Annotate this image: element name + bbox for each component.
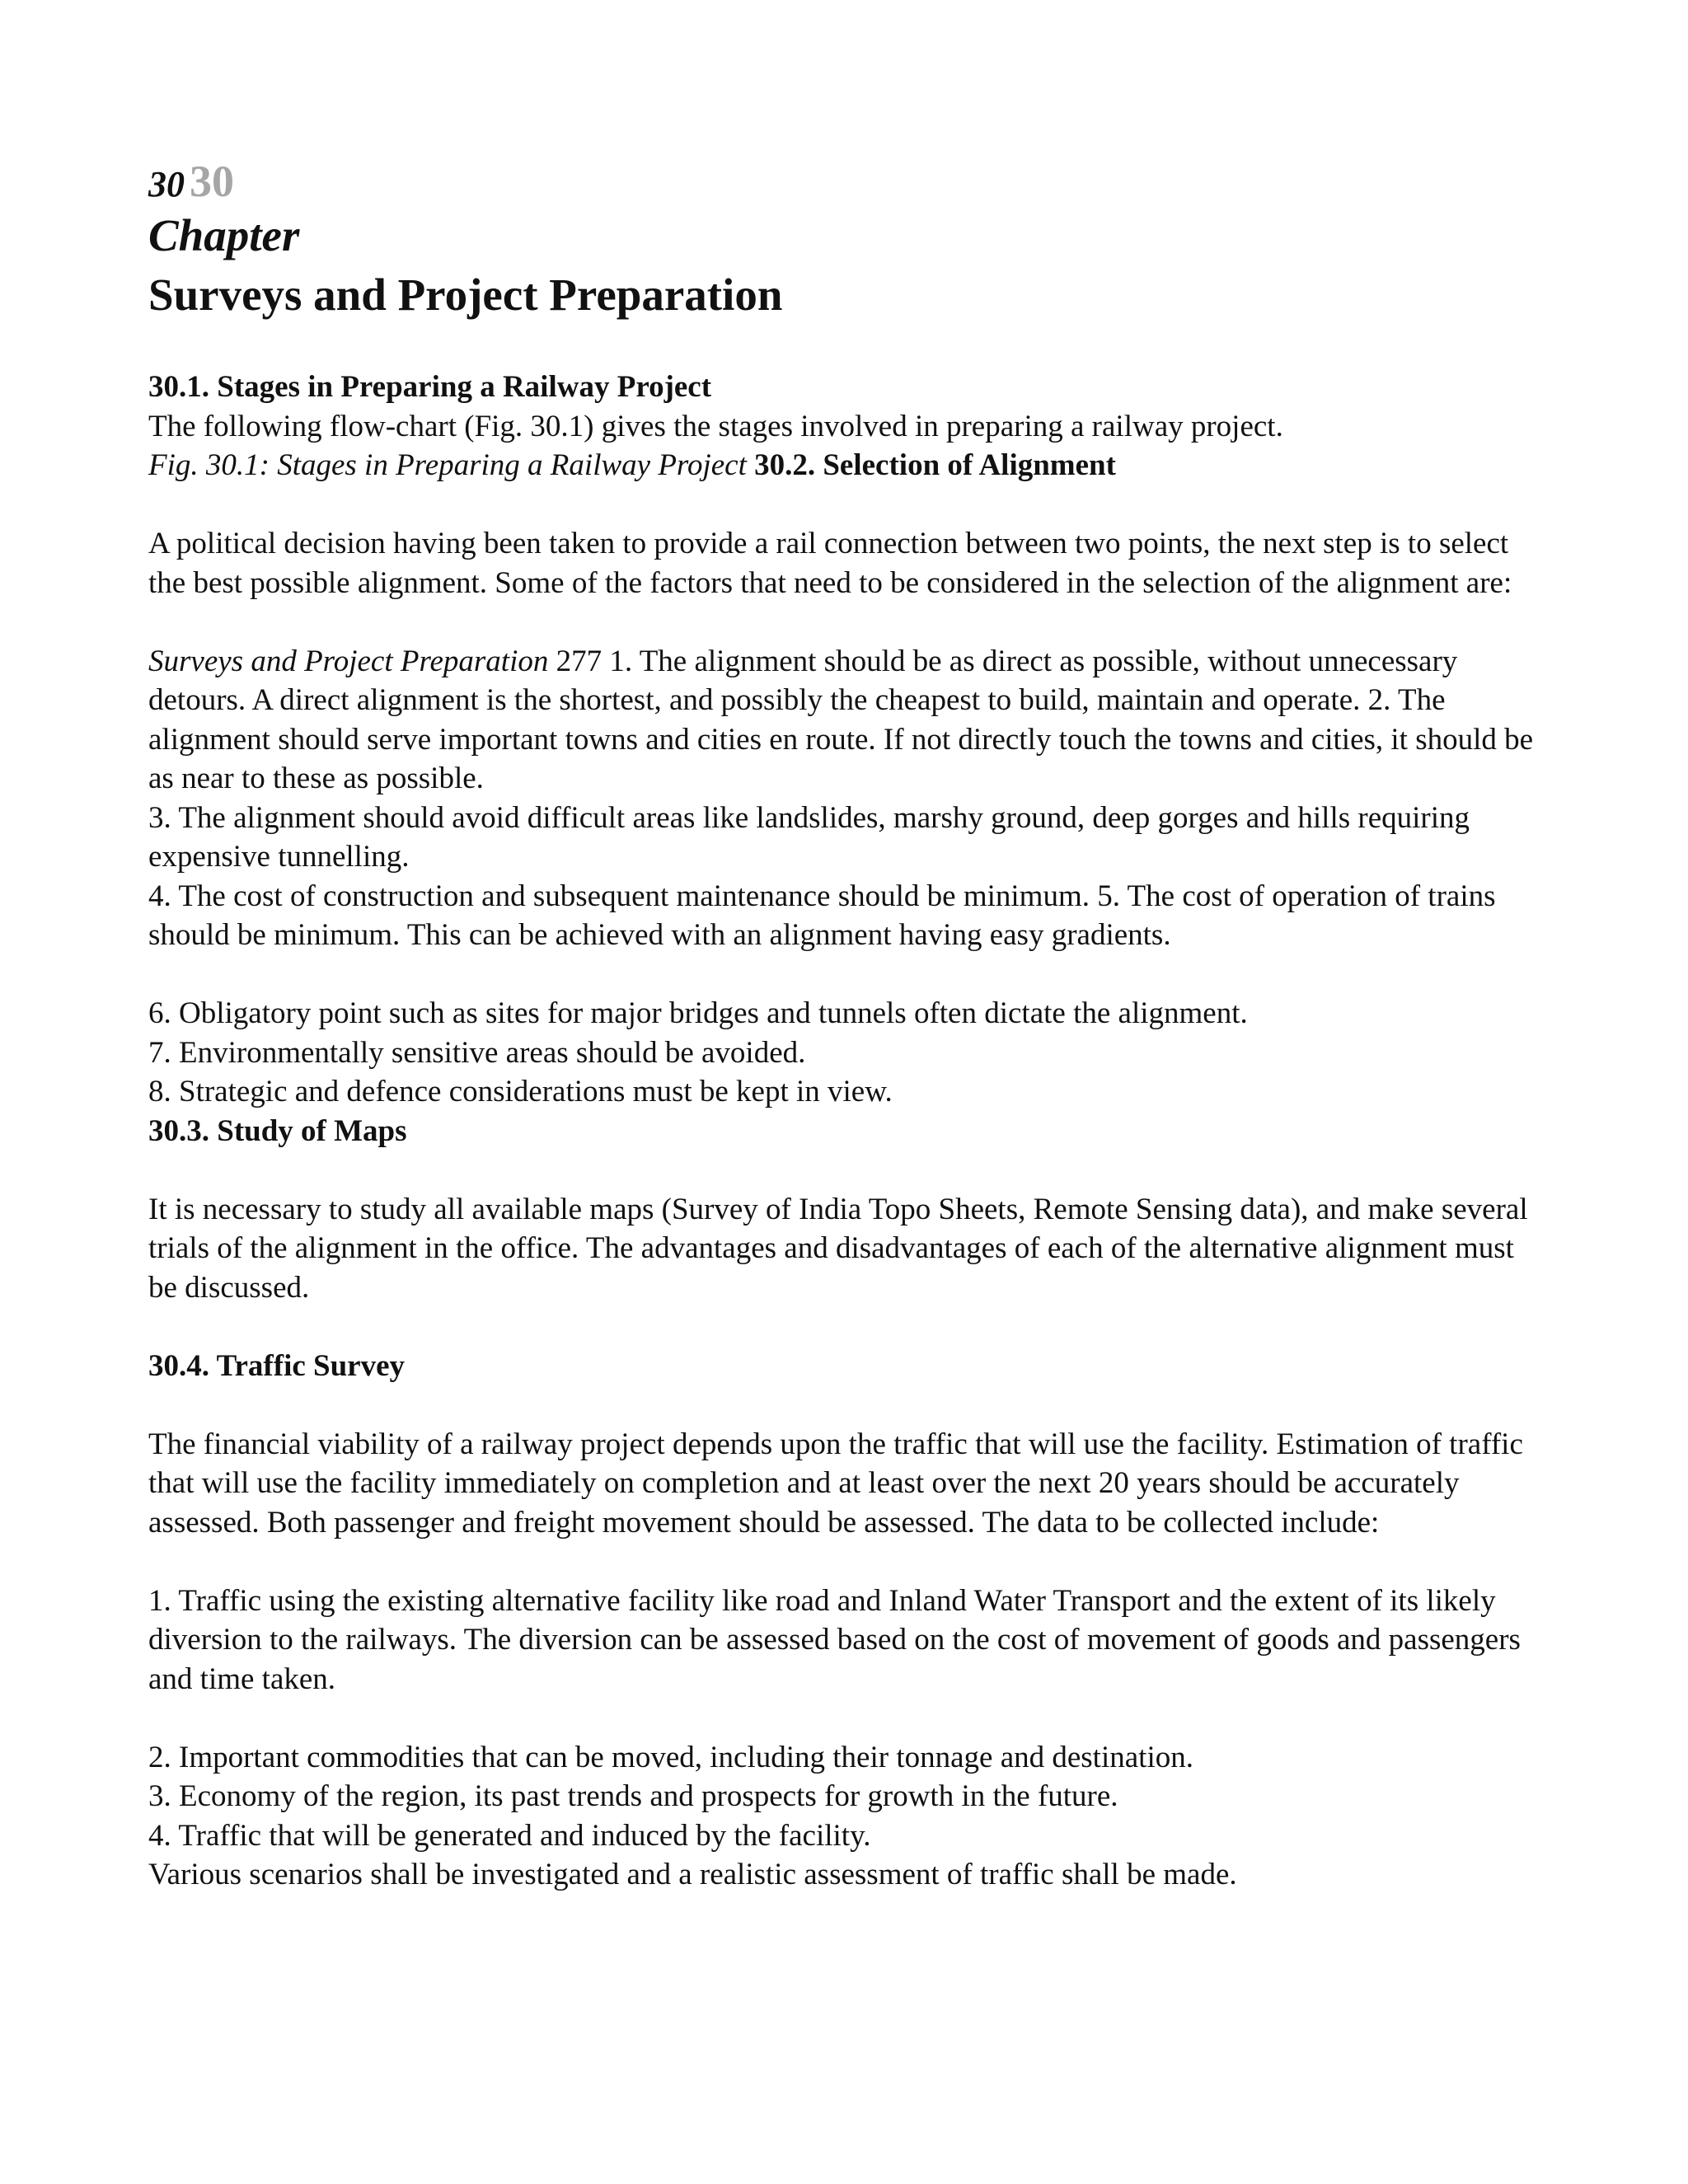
spacer (148, 1542, 1550, 1582)
spacer (148, 1699, 1550, 1738)
section-heading-30-3: 30.3. Study of Maps (148, 1113, 407, 1148)
chapter-number (148, 157, 1550, 206)
point-7: 7. Environmentally sensitive areas should be avoided. (148, 1035, 806, 1070)
spacer (148, 1385, 1550, 1425)
spacer (148, 602, 1550, 642)
spacer (148, 955, 1550, 995)
point-6: 6. Obligatory point such as sites for major bridges and tunnels often dictate the alignment. (148, 996, 1248, 1030)
spacer (148, 1307, 1550, 1347)
traffic-item-3: 3. Economy of the region, its past trends and prospects for growth in the future. (148, 1779, 1118, 1813)
figure-caption-line (148, 446, 1550, 485)
section-30-3-text: It is necessary to study all available maps (Survey of India Topo Sheets, Remote Sensing data), and make several trials of the alignment in the office. The advantages and disadvantages of each of the alternative alignment must be discussed. (148, 1192, 1528, 1305)
spacer (148, 325, 1550, 368)
chapter-number-italic: 30 (148, 164, 185, 204)
section-heading-30-2: 30.2. Selection of Alignment (754, 448, 1116, 482)
chapter-number-grey: 30 (190, 157, 234, 206)
section-heading-30-4: 30.4. Traffic Survey (148, 1348, 406, 1383)
points-1-2: 1. The alignment should be as direct as possible, without unnecessary detours. A direct alignment is the shortest, and possibly the cheapest to build, maintain and operate. 2. The alignment should serve important towns and cities en route. If not directly touch the towns and cities, it should be as near to these as possible. (148, 644, 1534, 795)
section-heading-30-1: 30.1. Stages in Preparing a Railway Project (148, 370, 712, 404)
section-30-4-intro: The financial viability of a railway project depends upon the traffic that will use the facility. Estimation of traffic that will use the facility immediately on completion and at least over the next 20 years should be accurately assessed. Both passenger and freight movement should be assessed. The data to be collected include: (148, 1427, 1523, 1540)
traffic-item-4: 4. Traffic that will be generated and induced by the facility. (148, 1818, 871, 1853)
point-4-5: 4. The cost of construction and subsequent maintenance should be minimum. 5. The cost of operation of trains should be minimum. This can be achieved with an alignment having easy gradients. (148, 879, 1496, 952)
spacer (148, 485, 1550, 525)
section-30-2-intro: A political decision having been taken to provide a rail connection between two points, the next step is to select the best possible alignment. Some of the factors that need to be considered in the selection of the alignment are: (148, 527, 1512, 600)
figure-caption: Fig. 30.1: Stages in Preparing a Railway Project (148, 448, 747, 482)
traffic-item-1: 1. Traffic using the existing alternative facility like road and Inland Water Transport and the extent of its likely diversion to the railways. The diversion can be assessed based on the cost of movement of goods and passengers and time taken. (148, 1583, 1521, 1696)
chapter-title: Surveys and Project Preparation (148, 269, 783, 320)
document-page (148, 157, 1550, 1895)
running-header: Surveys and Project Preparation (148, 644, 549, 678)
traffic-item-2: 2. Important commodities that can be moved, including their tonnage and destination. (148, 1740, 1193, 1774)
point-3: 3. The alignment should avoid difficult areas like landslides, marshy ground, deep gorges and hills requiring expensive tunnelling. (148, 800, 1470, 874)
section-30-1-text: The following flow-chart (Fig. 30.1) gives the stages involved in preparing a railway project. (148, 409, 1283, 443)
spacer (148, 1151, 1550, 1190)
chapter-label: Chapter (148, 210, 300, 260)
page-number: 277 (556, 644, 603, 678)
traffic-closing: Various scenarios shall be investigated and a realistic assessment of traffic shall be made. (148, 1858, 1237, 1891)
point-8: 8. Strategic and defence considerations must be kept in view. (148, 1075, 893, 1108)
section-30-2-points-a (148, 642, 1550, 799)
